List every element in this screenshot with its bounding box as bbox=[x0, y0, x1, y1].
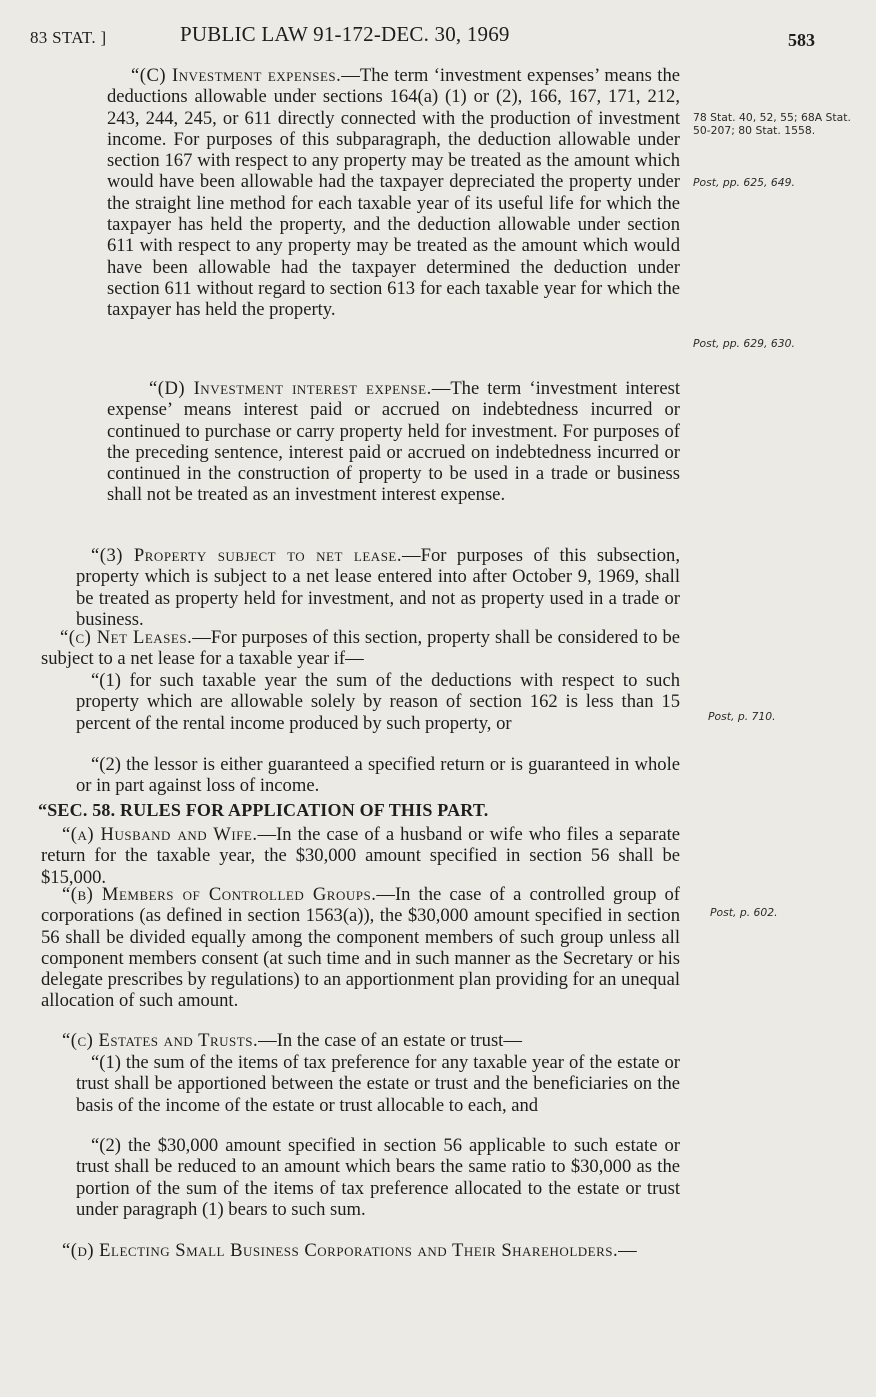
paragraph-text: —In the case of a husband or wife who files a separate return for the taxable year, the $30,000 amount specified in section 56 shall be $15,000. bbox=[41, 824, 680, 888]
paragraph-property-net-lease bbox=[76, 545, 680, 630]
paragraph-estates-trusts bbox=[41, 1030, 680, 1051]
volume-reference: 83 STAT. ] bbox=[30, 28, 107, 47]
margin-note-post-629: Post, pp. 629, 630. bbox=[693, 337, 795, 350]
paragraph-lead: “(c) Estates and Trusts. bbox=[62, 1030, 259, 1051]
paragraph-lead: “(D) Investment interest expense. bbox=[149, 378, 432, 399]
paragraph-lead: “(a) Husband and Wife. bbox=[62, 824, 258, 845]
paragraph-text: —For purposes of this subsection, property which is subject to a net lease entered into after October 9, 1969, shall be treated as property held for investment, and not as property used in a trade or business. bbox=[76, 545, 680, 630]
paragraph-lead: “(b) Members of Controlled Groups. bbox=[62, 884, 377, 905]
paragraph-net-lease-2: “(2) the lessor is either guaranteed a specified return or is guaranteed in whole or in part against loss of income. bbox=[76, 754, 680, 797]
paragraph-estates-trusts-1: “(1) the sum of the items of tax preference for any taxable year of the estate or trust shall be apportioned between the estate or trust and the beneficiaries on the basis of the income of the estate or trust allocable to each, and bbox=[76, 1052, 680, 1116]
paragraph-small-business bbox=[41, 1240, 680, 1261]
paragraph-text: —In the case of a controlled group of corporations (as defined in section 1563(a)), the $30,000 amount specified in section 56 shall be divided equally among the component members of such group unless all component members consent (at such time and in such manner as the Secretary or his delegate prescribes by regulations) to an apportionment plan providing for an unequal allocation of such amount. bbox=[41, 884, 680, 1012]
margin-note-post-602: Post, p. 602. bbox=[710, 906, 778, 919]
paragraph-lead: “(d) Electing Small Business Corporations and Their Shareholders. bbox=[62, 1240, 619, 1261]
page-number: 583 bbox=[788, 30, 815, 50]
paragraph-investment-interest-expense bbox=[107, 378, 680, 506]
margin-note-post-710: Post, p. 710. bbox=[708, 710, 776, 723]
paragraph-lead: “(C) Investment expenses. bbox=[131, 65, 342, 86]
paragraph-text: — bbox=[618, 1240, 637, 1261]
section-58-heading: “SEC. 58. RULES FOR APPLICATION OF THIS PART. bbox=[38, 800, 489, 820]
paragraph-net-leases bbox=[41, 627, 680, 670]
paragraph-text: —For purposes of this section, property shall be considered to be subject to a net lease for a taxable year if— bbox=[41, 627, 681, 670]
page-title: PUBLIC LAW 91-172-DEC. 30, 1969 bbox=[180, 22, 510, 46]
paragraph-investment-expenses bbox=[107, 65, 680, 321]
paragraph-text: —In the case of an estate or trust— bbox=[258, 1030, 522, 1051]
margin-note-stat-citations: 78 Stat. 40, 52, 55; 68A Stat. 50-207; 80 Stat. 1558. bbox=[693, 111, 851, 137]
paragraph-lead: “(3) Property subject to net lease. bbox=[91, 545, 403, 566]
paragraph-husband-wife bbox=[41, 824, 680, 888]
paragraph-controlled-groups bbox=[41, 884, 680, 1012]
paragraph-lead: “(c) Net Leases. bbox=[60, 627, 193, 648]
margin-note-post-625: Post, pp. 625, 649. bbox=[693, 176, 795, 189]
paragraph-net-lease-1: “(1) for such taxable year the sum of the deductions with respect to such property which are allowable solely by reason of section 162 is less than 15 percent of the rental income produced by such property, or bbox=[76, 670, 680, 734]
paragraph-estates-trusts-2: “(2) the $30,000 amount specified in section 56 applicable to such estate or trust shall be reduced to an amount which bears the same ratio to $30,000 as the portion of the sum of the items of tax preference allocated to the estate or trust under paragraph (1) bears to such sum. bbox=[76, 1135, 680, 1220]
paragraph-text: —The term ‘investment interest expense’ means interest paid or accrued on indebtedness incurred or continued to purchase or carry property held for investment. For purposes of the preceding sentence, interest paid or accrued on indebtedness incurred or continued in the construction of property to be used in a trade or business shall not be treated as an investment interest expense. bbox=[107, 378, 680, 506]
paragraph-text: —The term ‘investment expenses’ means the deductions allowable under sections 164(a) (1) or (2), 166, 167, 171, 212, 243, 244, 245, or 611 directly connected with the production of investment income. For purposes of this subparagraph, the deduction allowable under section 167 with respect to any property may be treated as the amount which would have been allowable had the taxpayer depreciated the property under the straight line method for each taxable year of its useful life for which the taxpayer has held the property, and the deduction allowable under section 611 with respect to any property may be treated as the amount which would have been allowable had the taxpayer determined the deduction under section 611 without regard to section 613 for each taxable year for which the taxpayer has held the property. bbox=[107, 65, 680, 321]
